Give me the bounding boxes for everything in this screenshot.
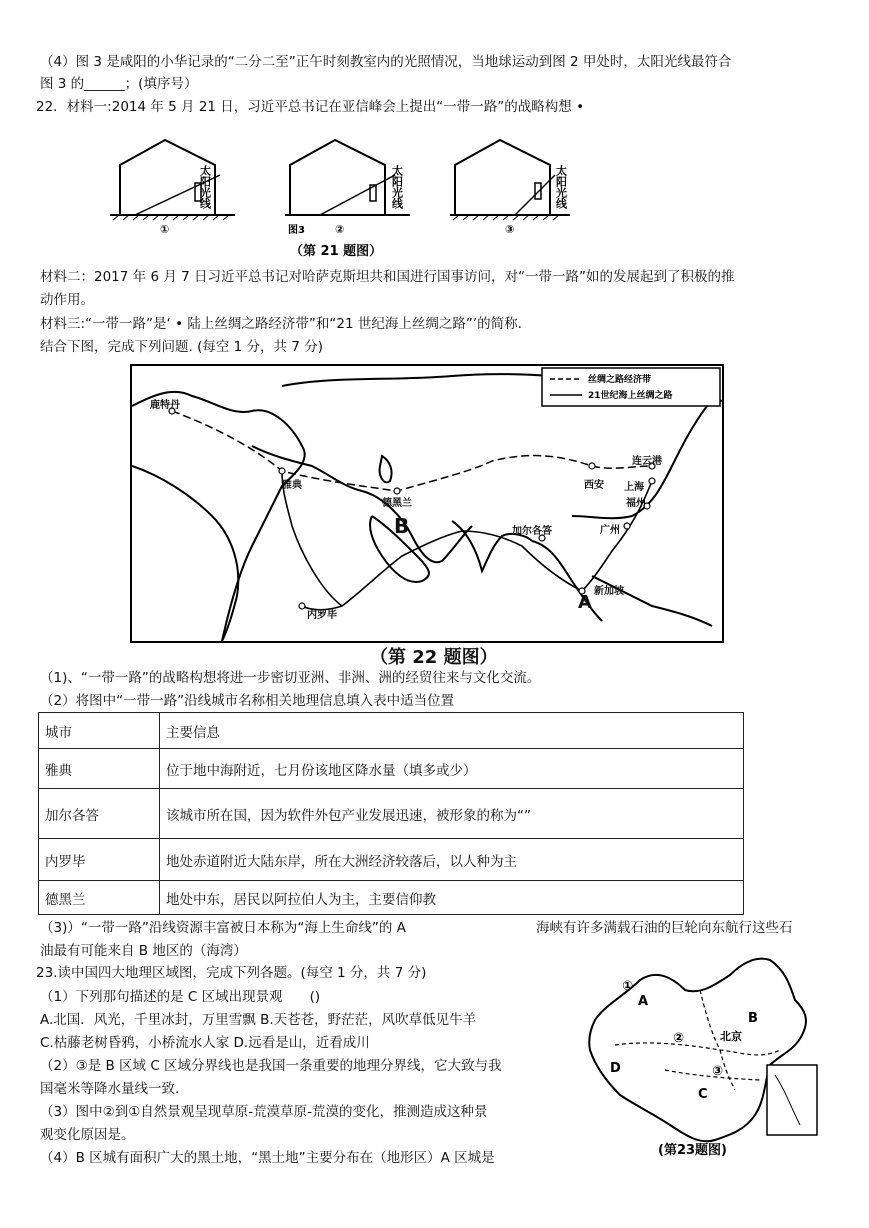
table-cell-info: 地处赤道附近大陆东岸，所在大洲经济较落后，以人种为主 (160, 839, 744, 881)
svg-text:图3: 图3 (288, 225, 305, 236)
map-city-label: 德黑兰 (382, 498, 412, 509)
text-line: A.北国．风光，千里冰封，万里雪飘 B.天苍苍，野茫茫，风吹草低见牛羊 (40, 1012, 477, 1028)
text-line: （2）将图中“一带一路”沿线城市名称相关地理信息填入表中适当位置 (40, 693, 455, 709)
map-region-label: B (748, 1011, 758, 1026)
text-line: 材料二：2017 年 6 月 7 日习近平总书记对哈萨克斯坦共和国进行国事访问，对“一带一路”如的发展起到了积极的推 (40, 269, 735, 285)
table-row (39, 749, 744, 789)
figure-22-caption: （第 22 题图） (370, 647, 498, 668)
figure-22-map (130, 364, 724, 643)
text-line: 动作用。 (40, 292, 94, 308)
text-line: （4）图 3 是咸阳的小华记录的“二分二至”正午时刻教室内的光照情况，当地球运动到图 2 甲处时，太阳光线最符合 (40, 54, 732, 70)
figure-23-caption: (第23题图) (658, 1143, 727, 1158)
table-row (39, 881, 744, 915)
text-line: 油最有可能来自 B 地区的（海湾） (40, 943, 247, 959)
text-line: 22．材料一:2014 年 5 月 21 日，习近平总书记在亚信峰会上提出“一带一路”的战略构想 • (36, 99, 585, 115)
city-info-table (38, 712, 744, 915)
text-line: （1）下列那句描述的是 C 区域出现景观 () (40, 989, 321, 1005)
text-line: （4）B 区城有面积广大的黑土地，“黑土地”主要分布在（地形区）A 区城是 (40, 1150, 495, 1166)
text-line: （1)、“一带一路”的战略构想将进一步密切亚洲、非洲、洲的经贸往来与文化交流。 (40, 670, 541, 686)
text-line: 图 3 的______；(填序号） (40, 76, 198, 92)
table-cell-city: 雅典 (39, 749, 160, 789)
svg-text:（第 21 题图）: （第 21 题图） (290, 244, 383, 259)
sun-ray-label: 太阳光线 (198, 165, 212, 209)
map-city-label: 鹿特丹 (150, 400, 180, 411)
map-city-label: 内罗毕 (307, 610, 337, 621)
map-region-letter: B (394, 514, 410, 538)
text-line: 海峡有许多满载石油的巨轮向东航行这些石 (536, 920, 793, 936)
map-city-label: 广州 (600, 525, 620, 536)
table-cell-city: 德黑兰 (39, 881, 160, 915)
svg-text:太阳光线: 太阳光线 (554, 165, 568, 209)
map-region-label: C (698, 1087, 708, 1102)
map-city-label: 福州 (626, 498, 646, 509)
text-line: 观变化原因是。 (40, 1127, 135, 1143)
table-header-cell: 主要信息 (160, 713, 744, 749)
text-line: （3)）“一带一路”沿线资源丰富被日本称为“海上生命线”的 A (40, 920, 406, 936)
map-city-label: 连云港 (632, 456, 662, 467)
map-city-label: 加尔各答 (512, 526, 552, 537)
svg-text:②: ② (335, 223, 345, 236)
map-city-label: 雅典 (282, 480, 302, 491)
map-city-label: 西安 (584, 480, 604, 491)
map-region-label: A (638, 994, 649, 1009)
text-line: C.枯藤老树昏鸦，小桥流水人家 D.远看是山，近看成川 (40, 1035, 370, 1051)
table-header-row (39, 713, 744, 749)
table-cell-info: 该城市所在国，因为软件外包产业发展迅速，被形象的称为“” (160, 789, 744, 839)
map-city-label: 北京 (720, 1030, 742, 1043)
figure-21 (105, 135, 585, 265)
table-row (39, 839, 744, 881)
table-cell-info: 位于地中海附近，七月份该地区降水量（填多或少） (160, 749, 744, 789)
legend-sea-label: 21世纪海上丝绸之路 (588, 391, 673, 401)
text-line: （2）③是 B 区域 C 区域分界线也是我国一条重要的地理分界线，它大致与我 (40, 1058, 502, 1074)
figure-23-china-map (570, 950, 835, 1165)
text-line: 结合下图，完成下列问题. (每空 1 分，共 7 分) (40, 339, 323, 355)
map-region-label: D (610, 1061, 621, 1076)
figure-label: ① (160, 223, 170, 236)
text-line: 国毫米等降水量线一致. (40, 1081, 180, 1097)
legend-land-label: 丝绸之路经济带 (588, 375, 652, 385)
text-line: 材料三:“一带一路”是‘ • 陆上丝绸之路经济带”和“21 世纪海上丝绸之路”’的简称. (40, 316, 522, 332)
table-header-cell: 城市 (39, 713, 160, 749)
table-row (39, 789, 744, 839)
svg-text:太阳光线: 太阳光线 (390, 165, 404, 209)
map-number-label: ① (622, 979, 634, 994)
map-city-label: 新加坡 (594, 586, 624, 597)
map-number-label: ③ (712, 1064, 724, 1079)
text-line: （3）图中②到①自然景观呈现草原-荒漠草原-荒漠的变化，推测造成这种景 (40, 1104, 488, 1120)
text-line: 23.读中国四大地理区域图，完成下列各题。(每空 1 分，共 7 分) (36, 965, 427, 981)
svg-text:③: ③ (505, 223, 515, 236)
table-cell-info: 地处中东，居民以阿拉伯人为主，主要信仰教 (160, 881, 744, 915)
map-number-label: ② (673, 1031, 685, 1046)
table-cell-city: 加尔各答 (39, 789, 160, 839)
table-cell-city: 内罗毕 (39, 839, 160, 881)
map-city-label: 上海 (624, 482, 644, 493)
map-region-letter: A (578, 592, 592, 613)
